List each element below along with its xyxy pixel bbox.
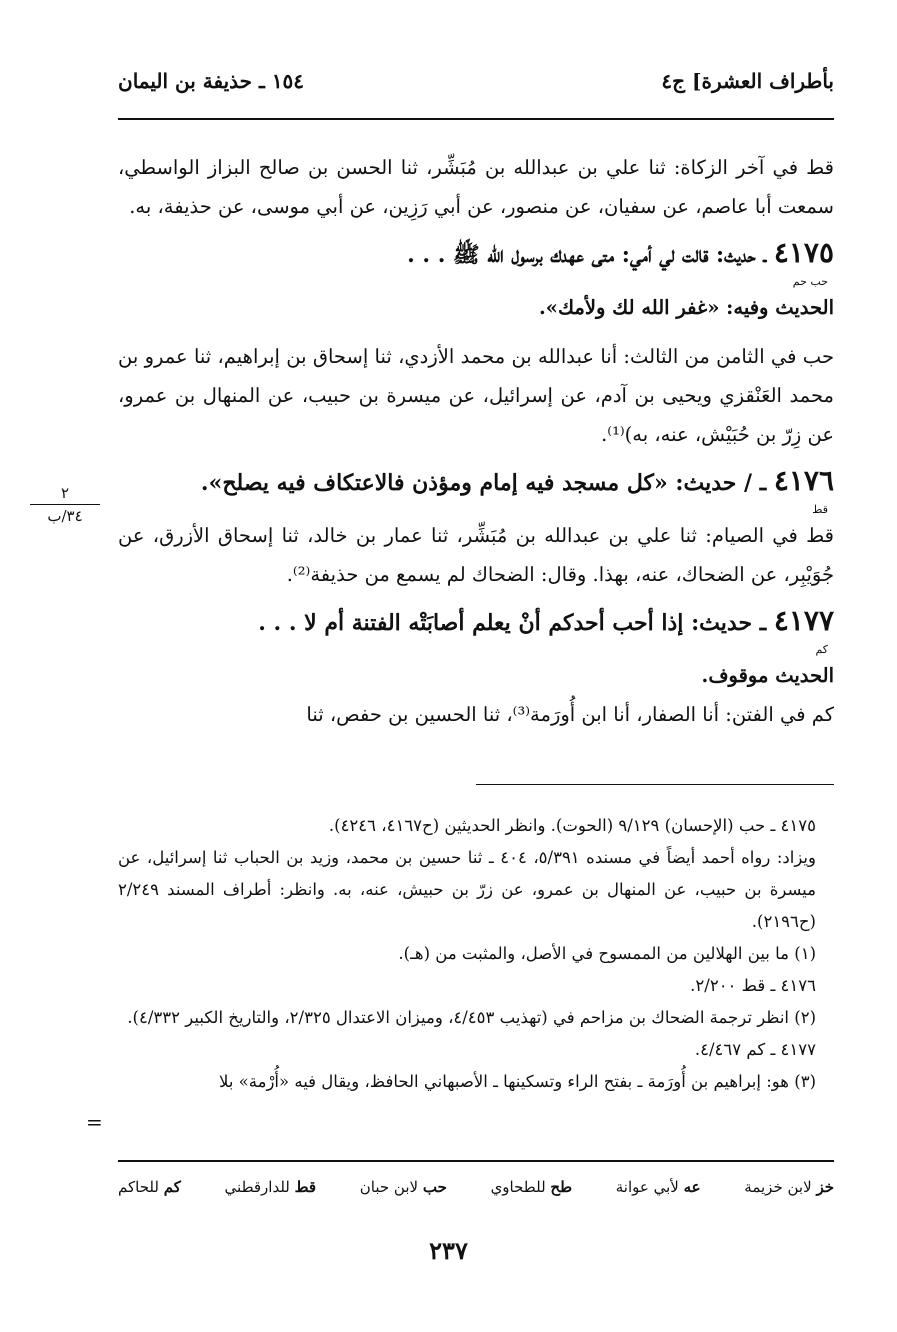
paragraph-4: كم في الفتن: أنا الصفار، أنا ابن أُورَمة⁽³⁾، ثنا الحسين بن حفص، ثنا bbox=[306, 703, 834, 726]
hadith-4177-heading bbox=[118, 600, 834, 644]
footnote-4176: ٤١٧٦ ـ قط ٢/٢٠٠. bbox=[690, 976, 816, 995]
page-number: ٢٣٧ bbox=[429, 1236, 468, 1265]
legend-item: كم للحاكم bbox=[118, 1178, 181, 1196]
hadith-4176-heading bbox=[118, 460, 834, 504]
header-rule bbox=[118, 118, 834, 120]
footnote-4175-additional: ويزاد: رواه أحمد أيضاً في مسنده ٥/٣٩١، ٤٠٤ ـ ثنا حسين بن محمد، وزيد بن الحباب ثنا إسرائيل، عن ميسرة بن حبيب، عن المنهال بن عمرو، عن زرّ بن حبيش، عنه، به. وانظر: أطراف المسند ٢/٢٤٩ (ح٢١٩٦). bbox=[118, 848, 816, 931]
source-tag: قط bbox=[812, 503, 828, 516]
source-tag: كم bbox=[815, 643, 828, 656]
hadith-4177-line2: الحديث موقوف. bbox=[701, 664, 834, 687]
hadith-number: ٤١٧٦ bbox=[773, 464, 834, 497]
running-header bbox=[118, 64, 834, 98]
margin-folio-note bbox=[30, 484, 100, 525]
margin-folio-bottom: ٣٤/ب bbox=[47, 507, 83, 525]
hadith-4175-line2: الحديث وفيه: «غفر الله لك ولأمك». bbox=[538, 296, 834, 319]
continuation-mark: = bbox=[86, 1110, 103, 1134]
margin-folio-divider bbox=[30, 504, 100, 505]
hadith-number: ٤١٧٧ bbox=[773, 604, 834, 637]
abbreviation-legend bbox=[118, 1178, 834, 1196]
hadith-4175-heading bbox=[118, 232, 834, 276]
legend-rule bbox=[118, 1160, 834, 1162]
footnote-3: (٣) هو: إبراهيم بن أُورَمة ـ بفتح الراء وتسكينها ـ الأصبهاني الحافظ، ويقال فيه «أُرْمة» بلا bbox=[219, 1072, 816, 1091]
margin-folio-top: ٢ bbox=[60, 484, 70, 502]
paragraph-2: حب في الثامن من الثالث: أنا عبدالله بن محمد الأزدي، ثنا إسحاق بن إبراهيم، ثنا عمرو بن محمد العَنْقزي ويحيى بن آدم، عن إسرائيل، عن ميسرة بن حبيب، عن المنهال بن عمرو، عن زِرّ بن حُبَيْش، عنه، به)⁽¹⁾. bbox=[118, 345, 834, 446]
paragraph-1: قط في آخر الزكاة: ثنا علي بن عبدالله بن مُبَشِّر، ثنا الحسن بن صالح البزاز الواسطي، سمعت أبا عاصم، عن سفيان، عن منصور، عن أبي رَزِين، عن أبي موسى، عن حذيفة، به. bbox=[118, 156, 834, 218]
footnote-4177: ٤١٧٧ ـ كم ٤/٤٦٧. bbox=[694, 1040, 816, 1059]
footnote-2: (٢) انظر ترجمة الضحاك بن مزاحم في (تهذيب ٤/٤٥٣، وميزان الاعتدال ٢/٣٢٥، والتاريخ الكبير ٤/٣٣٢). bbox=[127, 1008, 816, 1027]
hadith-title: ـ حديث: قالت لي أمي: متى عهدك برسول الله ﷺ . . . bbox=[407, 242, 767, 268]
footnote-4175: ٤١٧٥ ـ حب (الإحسان) ٩/١٢٩ (الحوت). وانظر الحديثين (ح٤١٦٧، ٤٢٤٦). bbox=[328, 816, 816, 835]
footnotes bbox=[118, 810, 834, 1098]
header-section-title: ١٥٤ ـ حذيفة بن اليمان bbox=[118, 69, 305, 93]
legend-item: طح للطحاوي bbox=[490, 1178, 573, 1196]
main-text bbox=[118, 148, 834, 734]
hadith-number: ٤١٧٥ bbox=[773, 236, 834, 269]
paragraph-3: قط في الصيام: ثنا علي بن عبدالله بن مُبَشِّر، ثنا عمار بن خالد، ثنا إسحاق الأزرق، عن جُوَيْبِر، عن الضحاك، عنه، بهذا. وقال: الضحاك لم يسمع من حذيفة⁽²⁾. bbox=[118, 524, 834, 586]
source-tag: حب حم bbox=[792, 275, 828, 288]
legend-item: قط للدارقطني bbox=[224, 1178, 317, 1196]
legend-item: خز لابن خزيمة bbox=[744, 1178, 834, 1196]
header-book-title: بأطراف العشرة] ج٤ bbox=[661, 69, 834, 93]
hadith-title: ـ / حديث: «كل مسجد فيه إمام ومؤذن فالاعتكاف فيه يصلح». bbox=[200, 470, 767, 496]
legend-item: حب لابن حبان bbox=[359, 1178, 447, 1196]
hadith-title: ـ حديث: إذا أحب أحدكم أنْ يعلم أصابَتْه الفتنة أم لا . . . bbox=[258, 610, 767, 636]
footnote-1: (١) ما بين الهلالين من الممسوح في الأصل، والمثبت من (هـ). bbox=[398, 944, 816, 963]
footnote-rule bbox=[476, 784, 834, 785]
legend-item: عه لأبي عوانة bbox=[615, 1178, 701, 1196]
